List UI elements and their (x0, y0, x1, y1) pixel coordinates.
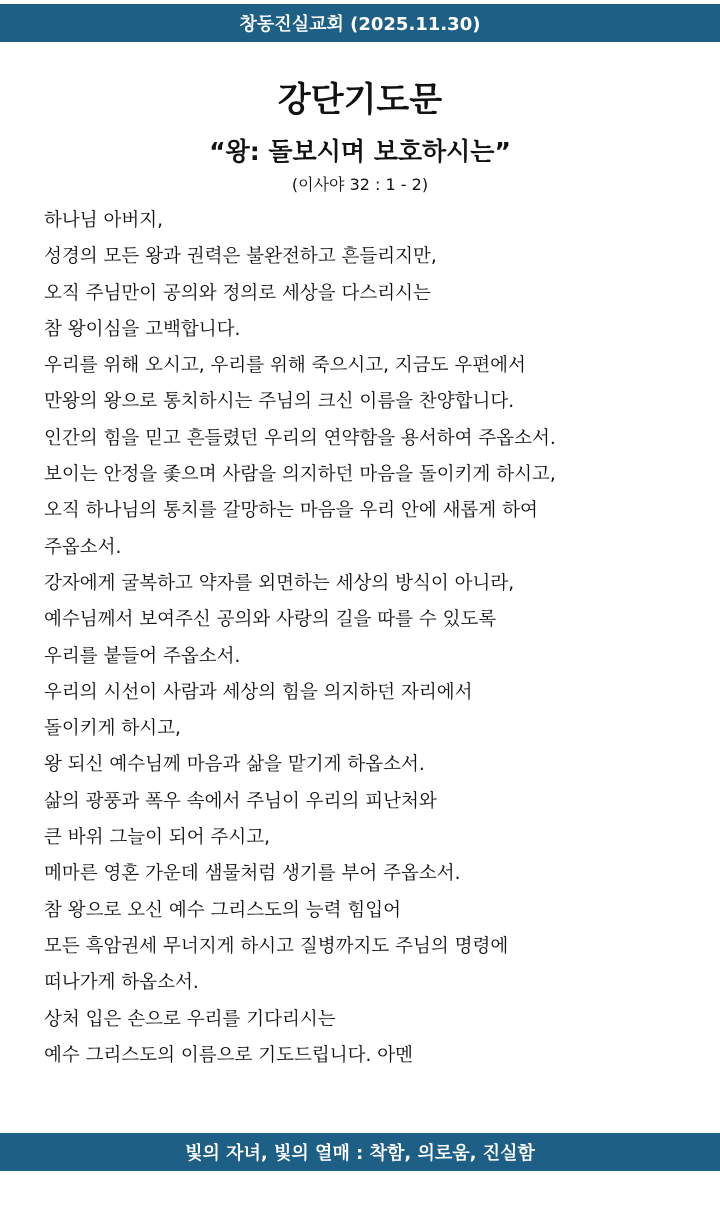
prayer-line: 메마른 영혼 가운데 샘물처럼 생기를 부어 주옵소서. (44, 863, 461, 885)
scripture-reference: (이사야 32 : 1 - 2) (291, 175, 429, 194)
footer-banner (0, 1133, 720, 1171)
prayer-line: 예수 그리스도의 이름으로 기도드립니다. 아멘 (44, 1044, 413, 1066)
prayer-line: 왕 되신 예수님께 마음과 삶을 맡기게 하옵소서. (44, 754, 425, 776)
prayer-line: 모든 흑암권세 무너지게 하시고 질병까지도 주님의 명령에 (44, 935, 509, 957)
header-banner (0, 4, 720, 42)
prayer-line: 보이는 안정을 좇으며 사람을 의지하던 마음을 돌이키게 하시고, (44, 464, 556, 486)
prayer-line: 큰 바위 그늘이 되어 주시고, (44, 827, 270, 849)
prayer-line: 인간의 힘을 믿고 흔들렸던 우리의 연약함을 용서하여 주옵소서. (44, 427, 556, 449)
prayer-line: 강자에게 굴복하고 약자를 외면하는 세상의 방식이 아니라, (44, 572, 515, 594)
prayer-line: 하나님 아버지, (44, 210, 163, 231)
prayer-line: 상처 입은 손으로 우리를 기다리시는 (44, 1008, 336, 1030)
prayer-body (44, 203, 704, 1074)
church-name-date: 창동진실교회 (2025.11.30) (239, 14, 481, 35)
prayer-line: 돌이키게 하시고, (44, 718, 181, 740)
prayer-line: 참 왕으로 오신 예수 그리스도의 능력 힘입어 (44, 899, 401, 921)
prayer-line: 주옵소서. (44, 536, 122, 558)
prayer-line: 우리를 위해 오시고, 우리를 위해 죽으시고, 지금도 우편에서 (44, 355, 526, 377)
prayer-line: 예수님께서 보여주신 공의와 사랑의 길을 따를 수 있도록 (44, 609, 497, 631)
page-title: 강단기도문 (277, 80, 443, 120)
prayer-line: 오직 하나님의 통치를 갈망하는 마음을 우리 안에 새롭게 하여 (44, 500, 538, 522)
prayer-line: 오직 주님만이 공의와 정의로 세상을 다스리시는 (44, 282, 431, 304)
prayer-line: 떠나가게 하옵소서. (44, 972, 199, 994)
prayer-line: 만왕의 왕으로 통치하시는 주님의 크신 이름을 찬양합니다. (44, 391, 515, 413)
prayer-line: 삶의 광풍과 폭우 속에서 주님이 우리의 피난처와 (44, 790, 437, 812)
prayer-line: 우리를 붙들어 주옵소서. (44, 645, 241, 667)
church-motto: 빛의 자녀, 빛의 열매 : 착함, 의로움, 진실함 (185, 1143, 535, 1164)
sermon-theme: “왕: 돌보시며 보호하시는” (209, 137, 511, 166)
prayer-line: 성경의 모든 왕과 권력은 불완전하고 흔들리지만, (44, 246, 437, 268)
prayer-line: 참 왕이심을 고백합니다. (44, 318, 241, 340)
prayer-line: 우리의 시선이 사람과 세상의 힘을 의지하던 자리에서 (44, 681, 473, 703)
